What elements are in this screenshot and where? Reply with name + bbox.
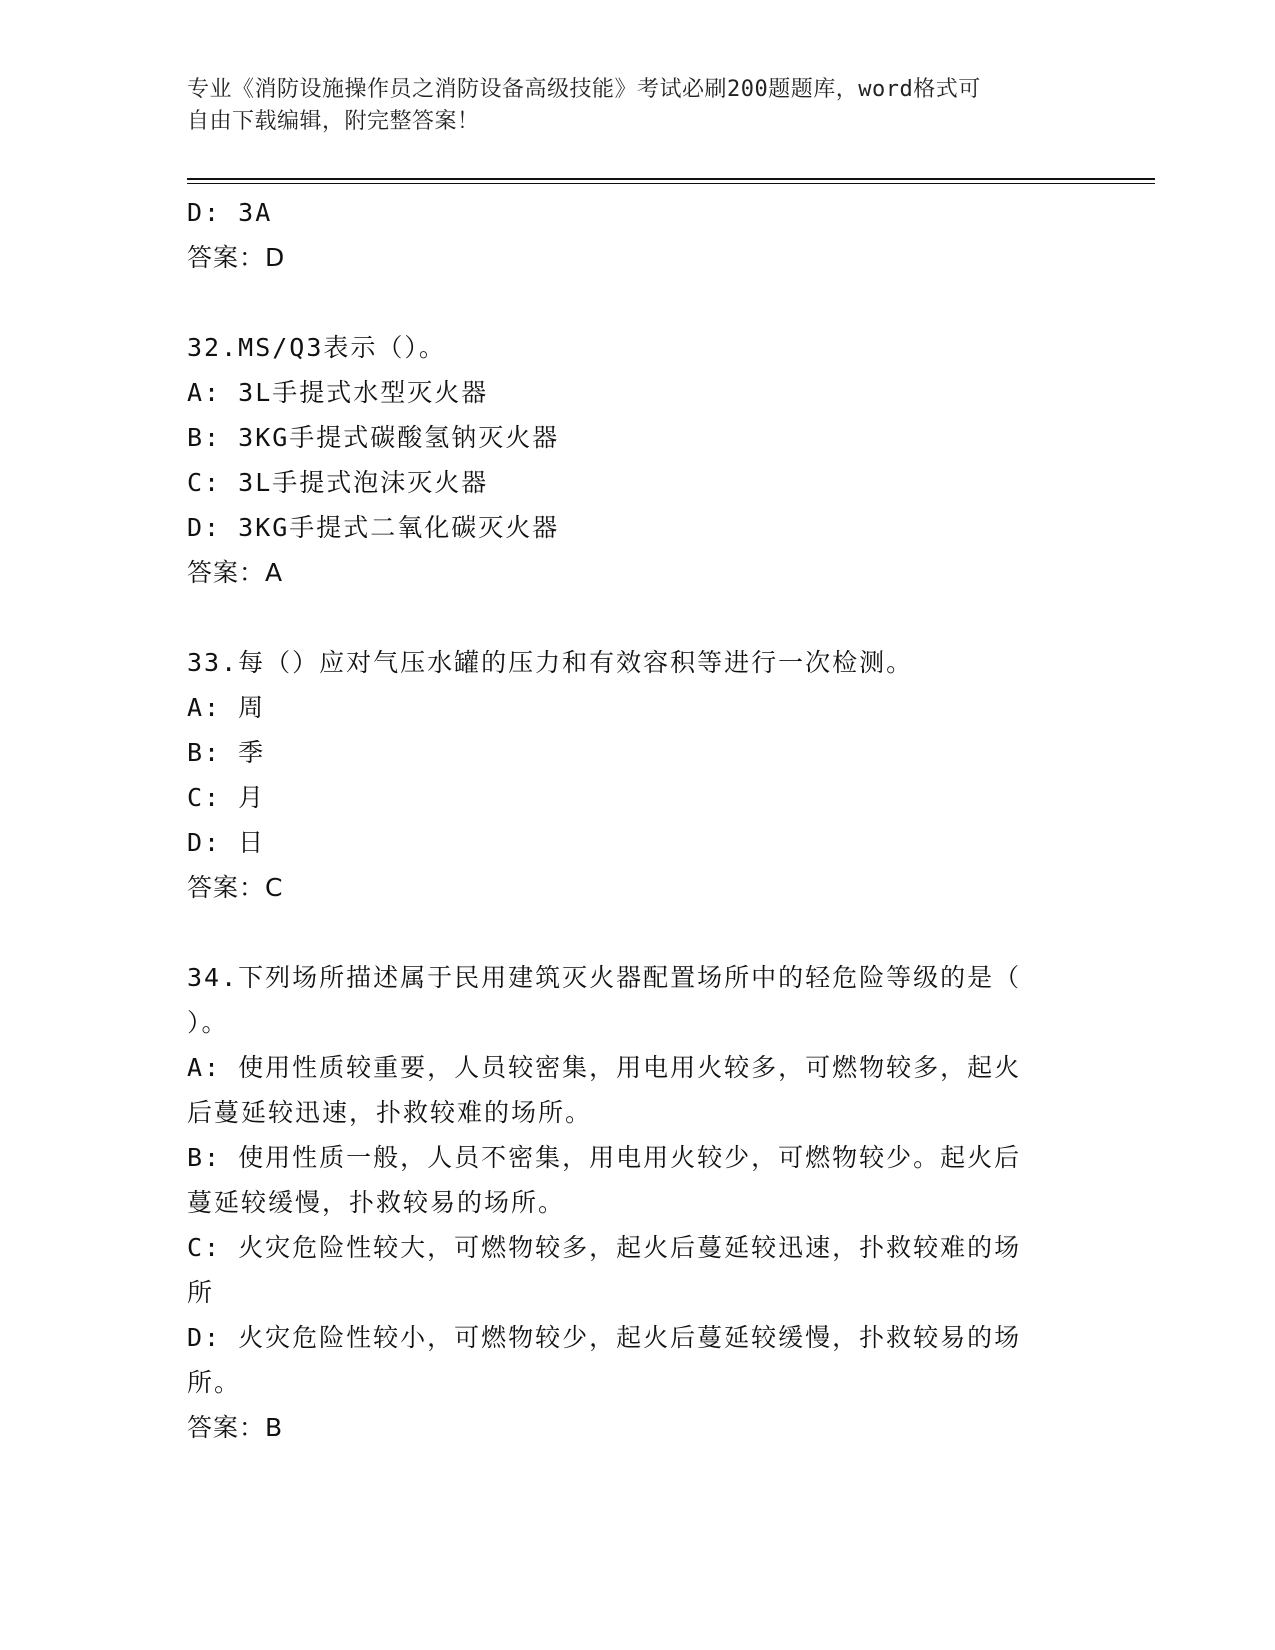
answer-line: 答案：A bbox=[187, 558, 284, 587]
question-list bbox=[187, 190, 1077, 1450]
header-line-2: 自由下载编辑，附完整答案！ bbox=[187, 109, 480, 134]
option-line-continued: 所。 bbox=[187, 1368, 242, 1397]
header-divider-thick bbox=[187, 178, 1155, 180]
option-line: A: 周 bbox=[187, 693, 266, 722]
question-block bbox=[187, 190, 1077, 280]
option-line-continued: 后蔓延较迅速，扑救较难的场所。 bbox=[187, 1098, 593, 1127]
block-spacer bbox=[187, 595, 1077, 640]
option-line: A: 使用性质较重要，人员较密集，用电用火较多，可燃物较多，起火 bbox=[187, 1053, 1022, 1082]
option-line: D: 火灾危险性较小，可燃物较少，起火后蔓延较缓慢，扑救较易的场 bbox=[187, 1323, 1022, 1352]
question-stem: 33.每（）应对气压水罐的压力和有效容积等进行一次检测。 bbox=[187, 648, 914, 677]
option-line: C: 火灾危险性较大，可燃物较多，起火后蔓延较迅速，扑救较难的场 bbox=[187, 1233, 1022, 1262]
option-line: B: 使用性质一般，人员不密集，用电用火较少，可燃物较少。起火后 bbox=[187, 1143, 1022, 1172]
option-line: B: 3KG手提式碳酸氢钠灭火器 bbox=[187, 423, 560, 452]
option-line: C: 3L手提式泡沫灭火器 bbox=[187, 468, 489, 497]
option-line: A: 3L手提式水型灭火器 bbox=[187, 378, 489, 407]
question-stem: 34.下列场所描述属于民用建筑灭火器配置场所中的轻危险等级的是（ bbox=[187, 963, 1022, 992]
question-block bbox=[187, 955, 1077, 1450]
question-block bbox=[187, 640, 1077, 910]
option-line-continued: 所 bbox=[187, 1278, 215, 1307]
option-line-continued: 蔓延较缓慢，扑救较易的场所。 bbox=[187, 1188, 566, 1217]
document-header bbox=[187, 74, 1067, 138]
block-spacer bbox=[187, 280, 1077, 325]
option-line: B: 季 bbox=[187, 738, 266, 767]
block-spacer bbox=[187, 910, 1077, 955]
question-block bbox=[187, 325, 1077, 595]
option-line: D: 3A bbox=[187, 198, 273, 227]
option-line: D: 3KG手提式二氧化碳灭火器 bbox=[187, 513, 560, 542]
answer-line: 答案：D bbox=[187, 243, 286, 272]
answer-line: 答案：C bbox=[187, 873, 284, 902]
question-stem-continued: ）。 bbox=[187, 1008, 229, 1037]
answer-line: 答案：B bbox=[187, 1413, 284, 1442]
option-line: C: 月 bbox=[187, 783, 266, 812]
option-line: D: 日 bbox=[187, 828, 266, 857]
question-stem: 32.MS/Q3表示（）。 bbox=[187, 333, 446, 362]
header-line-1: 专业《消防设施操作员之消防设备高级技能》考试必刷200题题库，word格式可 bbox=[187, 77, 981, 102]
header-divider-thin bbox=[187, 183, 1155, 184]
